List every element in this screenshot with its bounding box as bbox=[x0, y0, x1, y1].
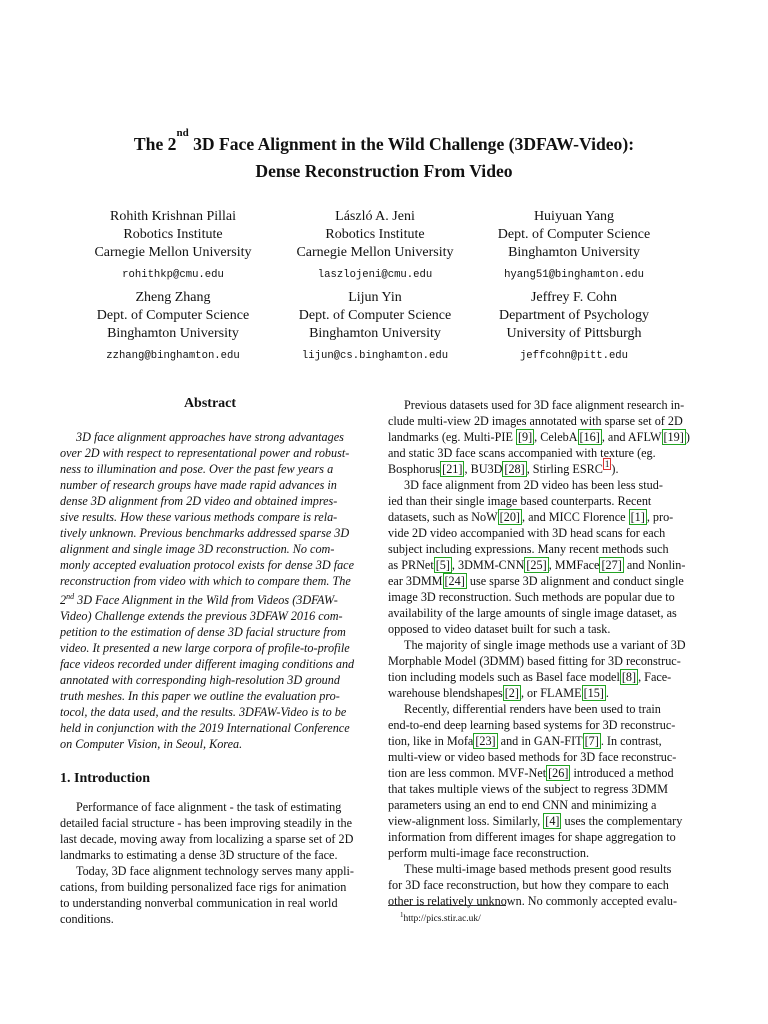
text-line: last decade, moving away from localizing a sparse set of 2D bbox=[60, 832, 354, 846]
text-line: Bosphorus [21] , BU3D [28] , Stirling ESRC $^1$ ). bbox=[388, 459, 619, 476]
text-line: ied than their single image based counterparts. Recent bbox=[388, 494, 652, 508]
text-line: other is relatively unknown. No commonly accepted evalu- bbox=[388, 894, 678, 908]
text-line: Previous datasets used for 3D face alignment research in- bbox=[404, 398, 685, 412]
author-email[interactable]: zzhang@binghamton.edu bbox=[106, 350, 240, 362]
footnote-divider bbox=[388, 905, 506, 906]
citation-link[interactable]: [2] bbox=[504, 686, 519, 700]
citation-link[interactable]: [1] bbox=[630, 510, 645, 524]
author-affiliation: Robotics Institute bbox=[325, 227, 425, 242]
author-name: László A. Jeni bbox=[335, 209, 415, 224]
author-block bbox=[68, 289, 278, 363]
text-line: availability of the large amounts of single image dataset, as bbox=[388, 606, 677, 620]
author-name: Rohith Krishnan Pillai bbox=[110, 209, 236, 224]
author-name: Zheng Zhang bbox=[135, 290, 211, 305]
text-line: detailed facial structure - has been improving steadily in the bbox=[60, 816, 353, 830]
citation-link[interactable]: [9] bbox=[517, 430, 533, 444]
text-line: 3D face alignment from 2D video has been less stud- bbox=[404, 478, 663, 492]
author-email[interactable]: jeffcohn@pitt.edu bbox=[519, 350, 629, 362]
text-line: for 3D face reconstruction, but how they compare to each bbox=[388, 878, 669, 892]
text-line: Recently, differential renders have been used to train bbox=[404, 702, 661, 716]
abstract-line: tively unknown. Previous benchmarks addressed sparse 3D bbox=[60, 526, 350, 540]
author-email[interactable]: laszlojeni@cmu.edu bbox=[317, 269, 433, 281]
author-affiliation: Binghamton University bbox=[508, 245, 640, 260]
author-affiliation: University of Pittsburgh bbox=[506, 326, 642, 341]
author-email[interactable]: hyang51@binghamton.edu bbox=[504, 269, 644, 281]
text-line: perform multi-image face reconstruction. bbox=[388, 846, 590, 860]
abstract-line: held in conjunction with the 2019 International Conference bbox=[60, 721, 350, 736]
author-affiliation: Dept. of Computer Science bbox=[298, 308, 452, 323]
abstract-line: truth meshes. In this paper we outline the evaluation pro- bbox=[60, 689, 340, 704]
citation-link[interactable]: [7] bbox=[584, 734, 599, 748]
text-line: image 3D reconstruction. Such methods are popular due to bbox=[388, 590, 675, 604]
abstract-line: petition to the estimation of dense 3D facial structure from bbox=[60, 625, 346, 640]
citation-link[interactable]: [4] bbox=[545, 814, 560, 828]
author-block bbox=[68, 208, 278, 282]
author-affiliation: Binghamton University bbox=[107, 326, 239, 341]
abstract-line: sive results. How these various methods compare is rela- bbox=[60, 510, 338, 524]
author-name: Lijun Yin bbox=[348, 290, 402, 305]
section-heading-introduction: 1. Introduction bbox=[60, 771, 150, 786]
footnote-url[interactable]: http://pics.stir.ac.uk/ bbox=[403, 914, 481, 925]
text-line: to understanding nonverbal communication in real world bbox=[60, 896, 338, 910]
author-email[interactable]: rohithkp@cmu.edu bbox=[122, 269, 224, 281]
text-line: Today, 3D face alignment technology serves many appli- bbox=[76, 864, 354, 878]
author-affiliation: Dept. of Computer Science bbox=[497, 227, 651, 242]
citation-link[interactable]: [16] bbox=[579, 430, 600, 444]
abstract-line: 2nd 3D Face Alignment in the Wild from Videos (3DFAW- bbox=[60, 592, 338, 608]
abstract-line: over 2D with respect to representational power and robust- bbox=[60, 446, 350, 460]
abstract-line: Video) Challenge extends the previous 3DFAW 2016 com- bbox=[60, 609, 343, 624]
citation-link[interactable]: [23] bbox=[475, 734, 496, 748]
abstract-line: reconstruction from video with which to compare them. The bbox=[60, 574, 351, 588]
text-line: multi-view or video based methods for 3D face reconstruc- bbox=[388, 750, 677, 764]
footnote-mark: 1 bbox=[400, 911, 404, 919]
footnote bbox=[400, 909, 481, 925]
citation-link[interactable]: [25] bbox=[526, 558, 547, 572]
author-affiliation: Carnegie Mellon University bbox=[296, 245, 454, 260]
author-affiliation: Binghamton University bbox=[309, 326, 441, 341]
text-line: vide 2D video accompanied with 3D head scans for each bbox=[388, 526, 666, 540]
text-line: and static 3D face scans accompanied with texture (eg. bbox=[388, 446, 656, 460]
abstract-line: 3D face alignment approaches have strong advantages bbox=[76, 430, 344, 444]
abstract-line: video. It presented a new large corpora of profile-to-profile bbox=[60, 641, 350, 656]
citation-link[interactable]: [15] bbox=[583, 686, 604, 700]
abstract-line: monly accepted evaluation protocol exists for dense 3D face bbox=[60, 558, 354, 572]
text-line: view-alignment loss. Similarly, [4] uses the complementary bbox=[388, 814, 683, 828]
text-line: parameters using an end to end CNN and minimizing a bbox=[388, 798, 657, 812]
text-line: clude multi-view 2D images annotated with sparse set of 2D bbox=[388, 414, 683, 428]
text-line: landmarks to estimating a dense 3D structure of the face. bbox=[60, 848, 338, 862]
author-block bbox=[469, 208, 679, 282]
author-affiliation: Dept. of Computer Science bbox=[96, 308, 250, 323]
abstract-line: tocol, the data used, and the results. 3DFAW-Video is to be bbox=[60, 705, 347, 720]
abstract-line: on Computer Vision, in Seoul, Korea. bbox=[60, 737, 243, 752]
author-block bbox=[270, 208, 480, 282]
author-name: Jeffrey F. Cohn bbox=[530, 290, 618, 305]
text-line: as PRNet [5] , 3DMM-CNN [25] , MMFace [27] and Nonlin- bbox=[388, 558, 686, 572]
author-affiliation: Robotics Institute bbox=[123, 227, 223, 242]
text-line: opposed to video dataset built for such a task. bbox=[388, 622, 611, 636]
footnote-link[interactable]: 1 bbox=[604, 459, 610, 469]
text-line: Performance of face alignment - the task of estimating bbox=[76, 800, 342, 814]
text-line: datasets, such as NoW [20] , and MICC Florence [1] , pro- bbox=[388, 510, 674, 524]
text-line: cations, from building personalized face rigs for animation bbox=[60, 880, 347, 894]
introduction-body bbox=[60, 799, 362, 927]
abstract-heading: Abstract bbox=[183, 396, 237, 411]
related-work-body bbox=[388, 397, 690, 909]
citation-link[interactable]: [5] bbox=[435, 558, 450, 572]
citation-link[interactable]: [28] bbox=[504, 462, 525, 476]
text-line: subject including expressions. Many recent methods such bbox=[388, 542, 669, 556]
author-email[interactable]: lijun@cs.binghamton.edu bbox=[301, 350, 449, 362]
abstract-line: dense 3D alignment from 2D video and obtained impres- bbox=[60, 494, 338, 508]
abstract-line: annotated with corresponding high-resolution 3D ground bbox=[60, 673, 340, 688]
text-line: ear 3DMM [24] use sparse 3D alignment and conduct single bbox=[388, 574, 684, 588]
paper-title bbox=[0, 127, 768, 185]
text-line: conditions. bbox=[60, 912, 114, 926]
text-line: that takes multiple views of the subject to regress 3DMM bbox=[388, 782, 668, 796]
title-line-2: Dense Reconstruction From Video bbox=[255, 161, 513, 181]
citation-link[interactable]: [20] bbox=[499, 510, 520, 524]
text-line: These multi-image based methods present good results bbox=[404, 862, 672, 876]
citation-link[interactable]: [27] bbox=[601, 558, 622, 572]
text-line: Morphable Model (3DMM) based fitting for 3D reconstruc- bbox=[388, 654, 681, 668]
abstract-line: number of research groups have made rapid advances in bbox=[60, 478, 337, 492]
text-line: tion including models such as Basel face model [8] , Face- bbox=[388, 670, 672, 684]
text-line: end-to-end deep learning based systems for 3D reconstruc- bbox=[388, 718, 676, 732]
abstract-line: alignment and single image 3D reconstruction. No com- bbox=[60, 542, 335, 556]
abstract-line: face videos recorded under different imaging conditions and bbox=[60, 657, 355, 672]
text-line: warehouse blendshapes [2] , or FLAME [15] . bbox=[388, 686, 609, 700]
title-line-1: The 2nd 3D Face Alignment in the Wild Challenge (3DFAW-Video): bbox=[133, 127, 635, 154]
citation-link[interactable]: [8] bbox=[621, 670, 637, 684]
text-line: information from different images for shape aggregation to bbox=[388, 830, 676, 844]
citation-link[interactable]: [21] bbox=[442, 462, 463, 476]
text-line: tion, like in Mofa [23] and in GAN-FIT [7] . In contrast, bbox=[388, 734, 662, 748]
citation-link[interactable]: [19] bbox=[663, 430, 684, 444]
author-block bbox=[270, 289, 480, 363]
citation-link[interactable]: [26] bbox=[548, 766, 569, 780]
text-line: landmarks (eg. Multi-PIE [9] , CelebA [16] , and AFLW [19] ) bbox=[388, 430, 690, 444]
text-line: The majority of single image methods use a variant of 3D bbox=[404, 638, 686, 652]
abstract-line: ness to illumination and pose. Over the past few years a bbox=[60, 462, 334, 476]
author-block bbox=[469, 289, 679, 363]
abstract-body bbox=[60, 429, 362, 752]
author-affiliation: Carnegie Mellon University bbox=[94, 245, 252, 260]
author-affiliation: Department of Psychology bbox=[498, 308, 650, 323]
text-line: tion are less common. MVF-Net [26] introduced a method bbox=[388, 766, 674, 780]
author-name: Huiyuan Yang bbox=[533, 209, 615, 224]
citation-link[interactable]: [24] bbox=[444, 574, 465, 588]
